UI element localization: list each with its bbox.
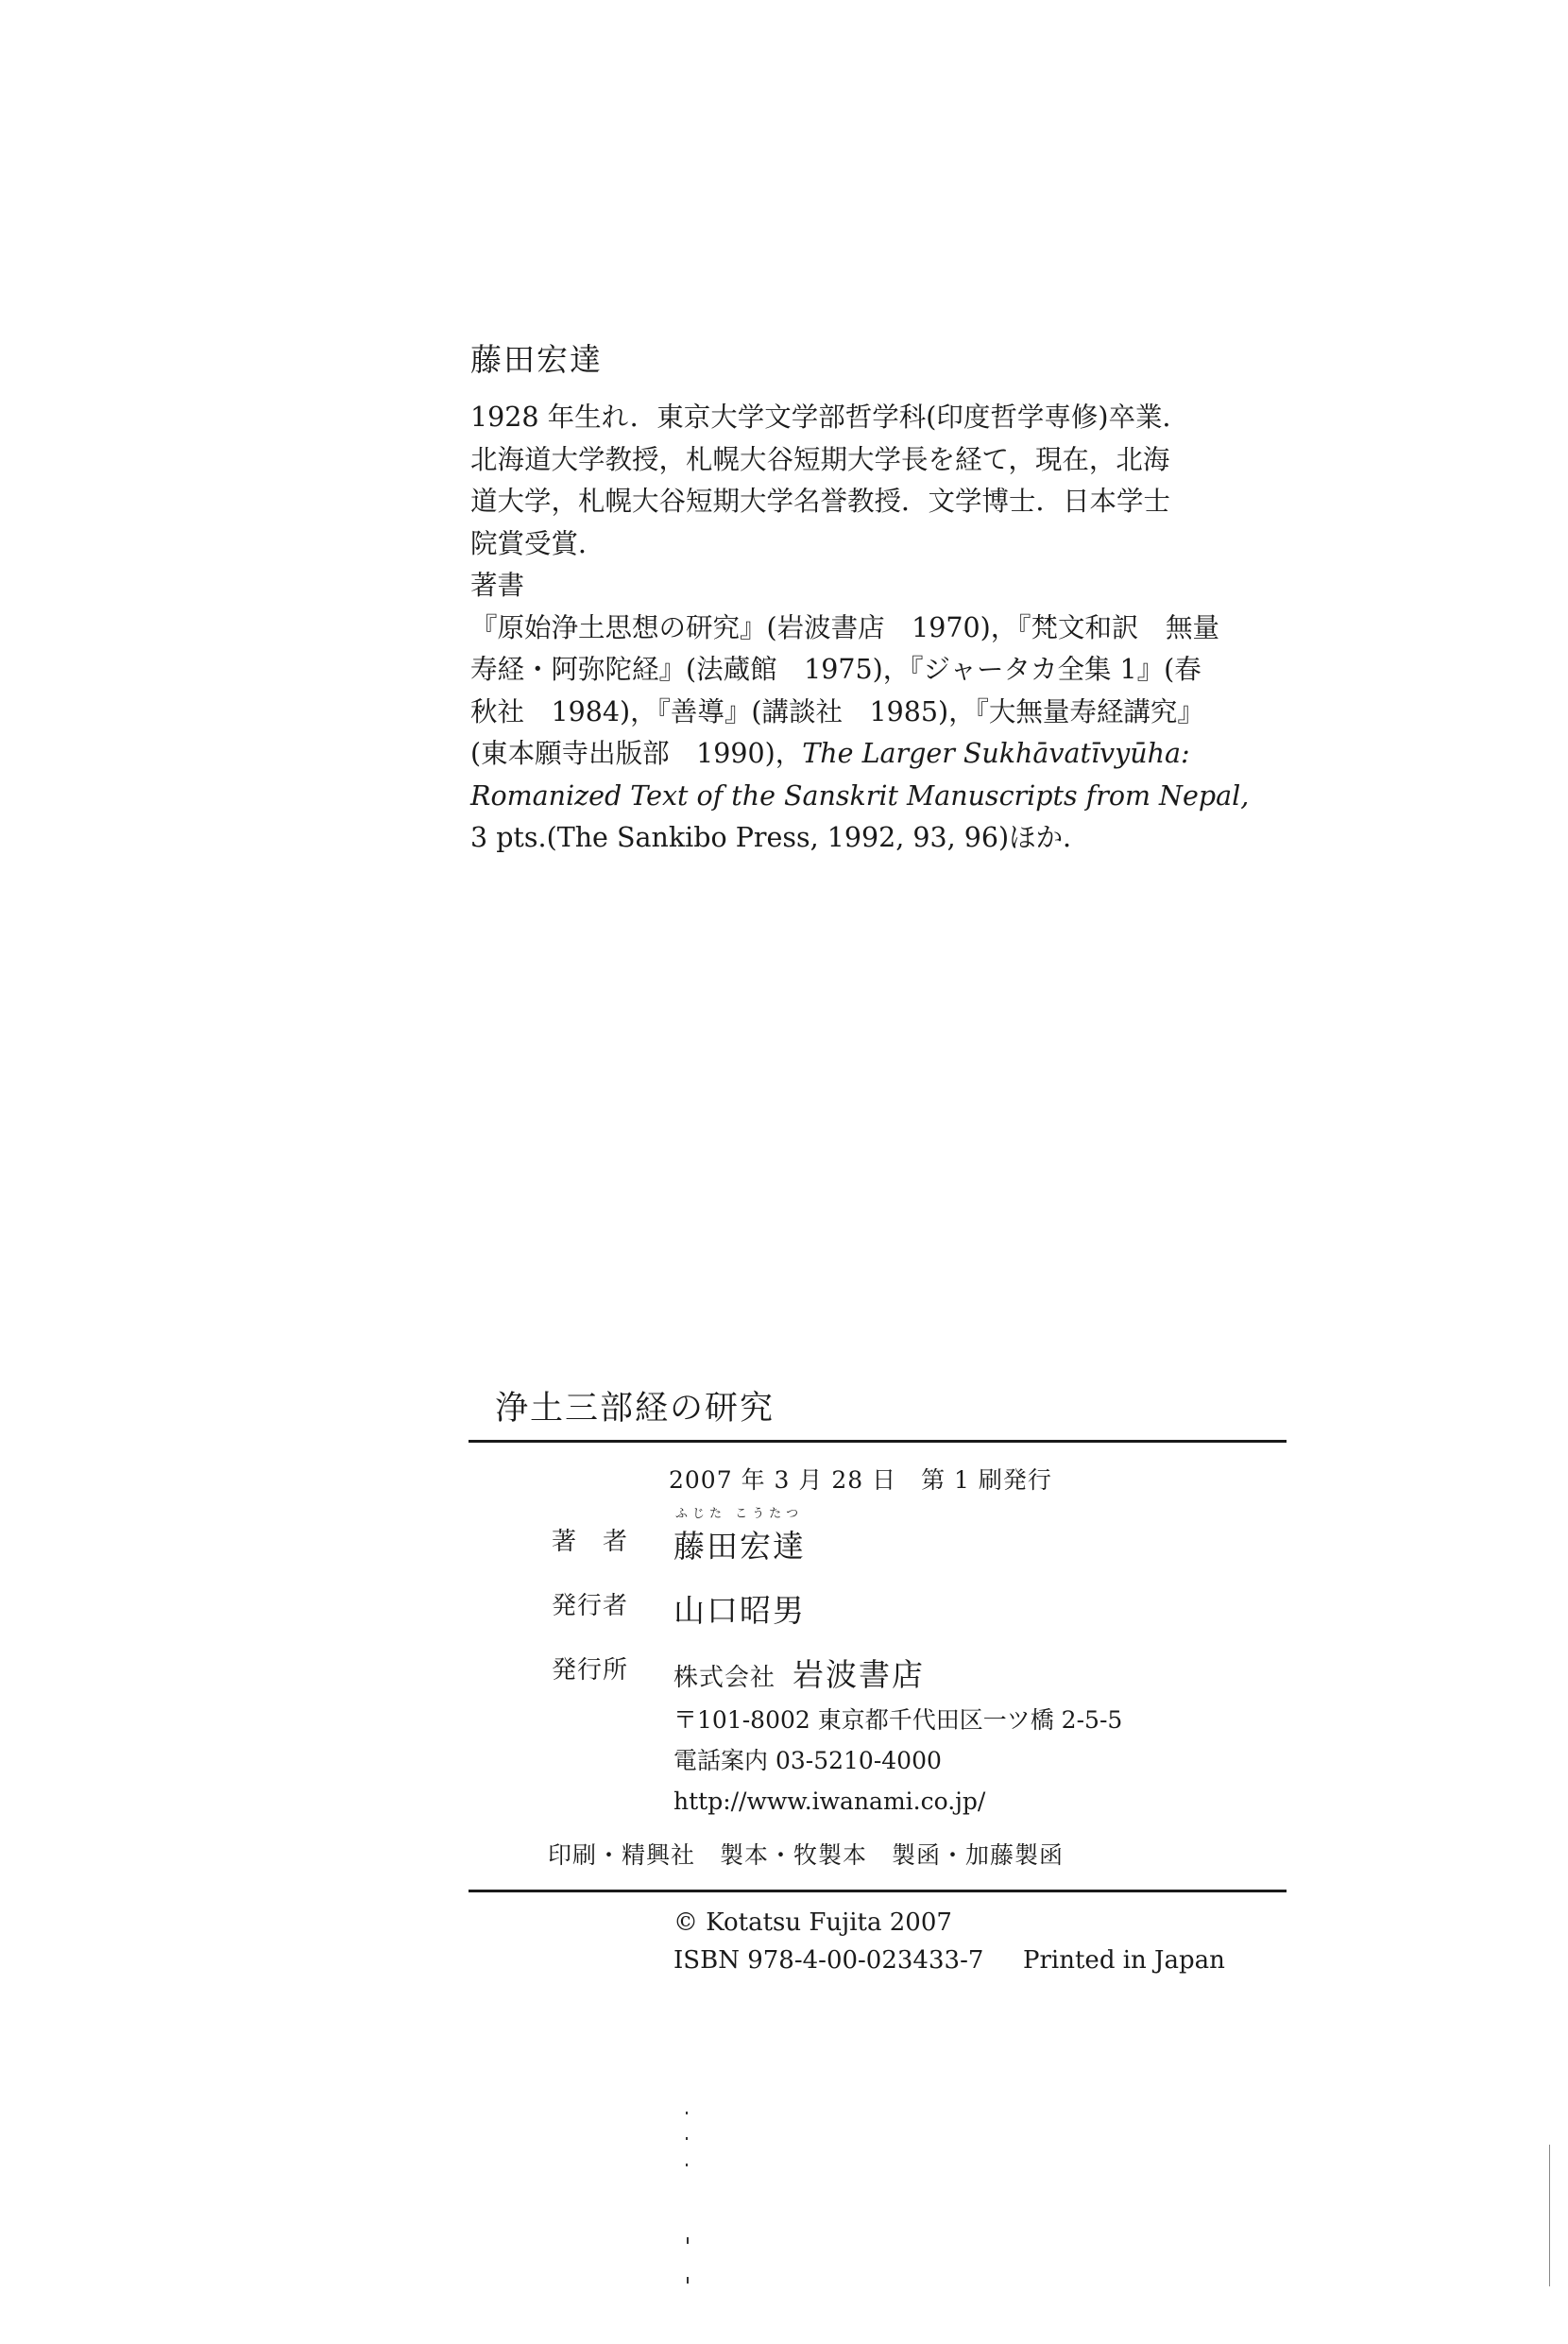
- scan-speck: [686, 2164, 688, 2166]
- author-biography: [470, 340, 1302, 860]
- copyright: © Kotatsu Fujita 2007: [673, 1908, 952, 1937]
- scan-edge: [1549, 2145, 1550, 2286]
- office-row: [469, 1651, 1287, 1700]
- colophon: [469, 1385, 1287, 1979]
- author-name-with-ruby: [673, 1507, 806, 1566]
- website-url: http://www.iwanami.co.jp/: [673, 1788, 986, 1815]
- scan-speck: [687, 2237, 689, 2244]
- isbn: ISBN 978-4-00-023433-7: [673, 1946, 984, 1975]
- bio-line: [470, 733, 1302, 776]
- author-name: 藤田宏達: [673, 1528, 806, 1565]
- author-label: 著 者: [552, 1528, 629, 1556]
- bio-line: 道大学，札幌大谷短期大学名誉教授．文学博士．日本学士: [470, 486, 1171, 517]
- bio-line: 1928 年生れ．東京大学文学部哲学科(印度哲学専修)卒業．: [470, 402, 1190, 433]
- publisher-row: [469, 1586, 1287, 1651]
- book-title: 浄土三部経の研究: [495, 1390, 775, 1428]
- bio-line: 北海道大学教授，札幌大谷短期大学長を経て，現在，北海: [470, 443, 1170, 475]
- scan-speck: [687, 2277, 689, 2284]
- office-value: [673, 1651, 925, 1695]
- printers-credit: 印刷・精興社 製本・牧製本 製函・加藤製函: [548, 1841, 1065, 1869]
- office-label: 発行所: [552, 1656, 629, 1685]
- author-row: [469, 1507, 1287, 1586]
- bio-author-name: 藤田宏達: [470, 341, 603, 378]
- author-value: [673, 1507, 806, 1566]
- bio-line: 3 pts.(The Sankibo Press, 1992, 93, 96)ほか．: [470, 822, 1090, 853]
- company-name: 岩波書店: [793, 1656, 926, 1693]
- bio-line: 院賞受賞．: [470, 527, 605, 559]
- printed-in: Printed in Japan: [1023, 1946, 1225, 1975]
- author-ruby: ふじた こうたつ: [675, 1507, 804, 1521]
- publisher-name: 山口昭男: [673, 1592, 806, 1629]
- company-prefix: 株式会社: [673, 1664, 776, 1692]
- phone: 電話案内 03-5210-4000: [673, 1747, 942, 1774]
- isbn-row: [673, 1942, 1287, 1979]
- bottom-rule: [469, 1890, 1287, 1892]
- scan-speck: [686, 2137, 688, 2140]
- bio-italic-title: The Larger Sukhāvatīvyūha:: [802, 738, 1190, 769]
- publication-date: 2007 年 3 月 28 日 第 1 刷発行: [669, 1466, 1052, 1494]
- bio-italic-title: Romanized Text of the Sanskrit Manuscripts from Nepal,: [470, 779, 1250, 812]
- works-heading: 著書: [470, 570, 525, 601]
- copyright-block: [673, 1904, 1287, 1979]
- bio-line: [470, 776, 1302, 818]
- publisher-label: 発行者: [552, 1592, 629, 1620]
- bio-line-text: (東本願寺出版部 1990)，: [470, 738, 803, 769]
- bio-line: 『原始浄土思想の研究』(岩波書店 1970)，『梵文和訳 無量: [470, 611, 1220, 643]
- bio-line: 寿経・阿弥陀経』(法蔵館 1975)，『ジャータカ全集 1』(春: [470, 654, 1202, 685]
- bio-line: 秋社 1984)，『善導』(講談社 1985)，『大無量寿経講究』: [470, 695, 1204, 727]
- address: 〒101-8002 東京都千代田区一ツ橋 2-5-5: [673, 1706, 1123, 1734]
- scan-speck: [686, 2112, 688, 2114]
- top-rule: [469, 1440, 1287, 1443]
